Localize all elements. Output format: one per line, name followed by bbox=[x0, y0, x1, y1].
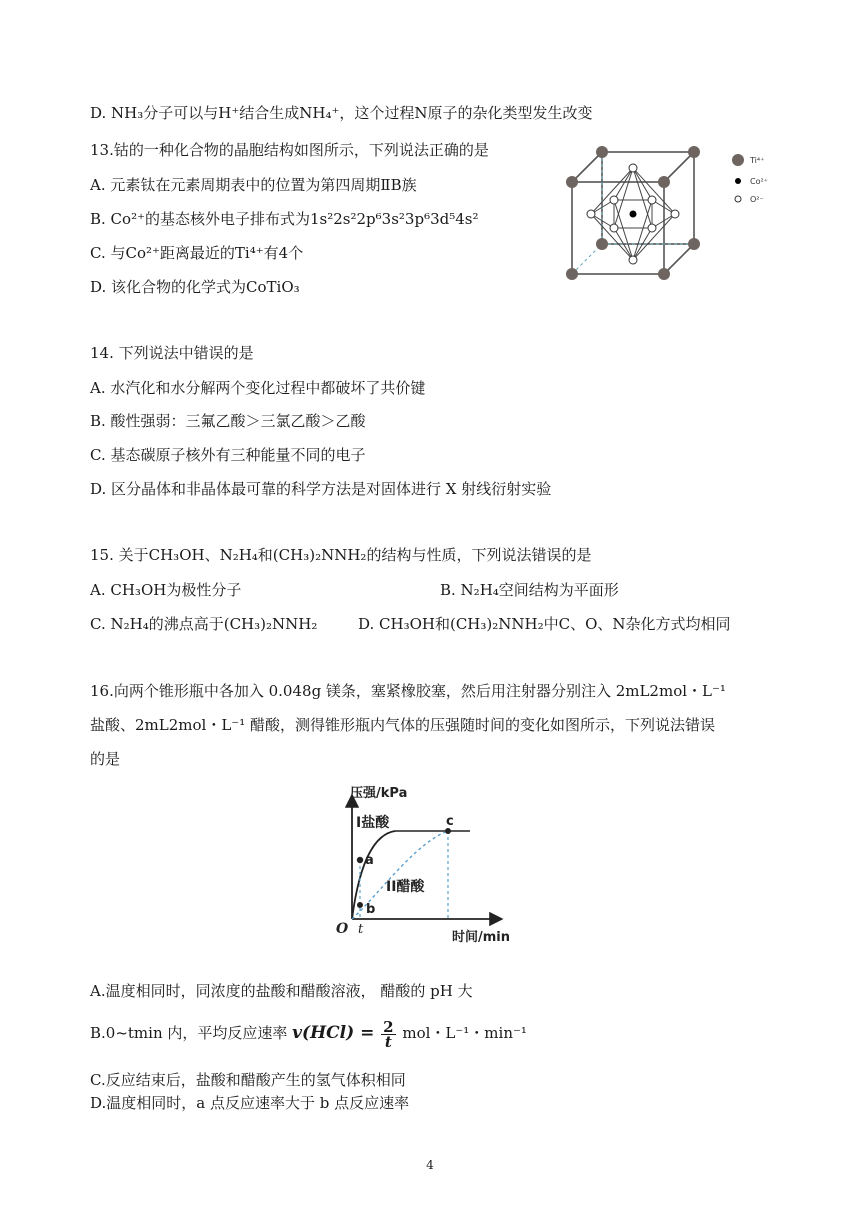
q14-stem: 14. 下列说法中错误的是 bbox=[90, 344, 254, 362]
q16-option-a: A.温度相同时，同浓度的盐酸和醋酸溶液， 醋酸的 pH 大 bbox=[90, 982, 473, 1000]
ti-atom bbox=[658, 268, 670, 280]
q12-option-d: D. NH₃分子可以与H⁺结合生成NH₄⁺，这个过程N原子的杂化类型发生改变 bbox=[90, 104, 593, 122]
q16-option-b-suffix: mol・L⁻¹・min⁻¹ bbox=[402, 1024, 527, 1042]
q16-option-c: C.反应结束后，盐酸和醋酸产生的氢气体积相同 bbox=[90, 1071, 406, 1089]
o-atom bbox=[648, 224, 656, 232]
q16-stem-line3: 的是 bbox=[90, 750, 121, 768]
o-atom bbox=[587, 210, 595, 218]
o-atom bbox=[629, 256, 637, 264]
page-number: 4 bbox=[426, 1158, 434, 1172]
ti-atom bbox=[688, 238, 700, 250]
o-atom bbox=[610, 196, 618, 204]
o-atom bbox=[671, 210, 679, 218]
point-a-label: a bbox=[365, 853, 374, 868]
curve-acetic-label: II醋酸 bbox=[386, 879, 425, 895]
ti-atom bbox=[688, 146, 700, 158]
o-atom bbox=[629, 164, 637, 172]
q16-option-b-fraction bbox=[381, 1017, 395, 1051]
ti-atom bbox=[596, 238, 608, 250]
legend-ti-label: Ti⁴⁺ bbox=[750, 156, 765, 165]
fraction-denominator: t bbox=[384, 1032, 392, 1051]
x-axis-label: 时间/min bbox=[452, 930, 511, 945]
ti-atom bbox=[658, 176, 670, 188]
q16-option-b bbox=[90, 1016, 527, 1050]
q15-option-b: B. N₂H₄空间结构为平面形 bbox=[440, 581, 619, 599]
o-atom bbox=[648, 196, 656, 204]
y-axis-label: 压强/kPa bbox=[350, 786, 408, 801]
legend-o-label: O²⁻ bbox=[750, 195, 764, 204]
q15-stem: 15. 关于CH₃OH、N₂H₄和(CH₃)₂NNH₂的结构与性质，下列说法错误的是 bbox=[90, 546, 592, 564]
q13-option-a: A. 元素钛在元素周期表中的位置为第四周期ⅡB族 bbox=[90, 176, 417, 194]
t-label: t bbox=[358, 922, 364, 937]
curve-hcl-label: I盐酸 bbox=[356, 815, 390, 831]
q15-option-a: A. CH₃OH为极性分子 bbox=[90, 581, 242, 599]
o-atom bbox=[610, 224, 618, 232]
q14-option-c: C. 基态碳原子核外有三种能量不同的电子 bbox=[90, 446, 366, 464]
ti-atom bbox=[566, 176, 578, 188]
q13-option-c: C. 与Co²⁺距离最近的Ti⁴⁺有4个 bbox=[90, 244, 304, 262]
fraction-numerator: 2 bbox=[383, 1017, 394, 1036]
q13-stem: 13.钴的一种化合物的晶胞结构如图所示，下列说法正确的是 bbox=[90, 141, 489, 159]
q16-stem-line1: 16.向两个锥形瓶中各加入 0.048g 镁条，塞紧橡胶塞，然后用注射器分别注入 2mL2mol・L⁻¹ bbox=[90, 682, 726, 700]
q16-option-b-prefix: B.0~tmin 内，平均反应速率 bbox=[90, 1024, 288, 1042]
q14-option-b: B. 酸性强弱：三氟乙酸＞三氯乙酸＞乙酸 bbox=[90, 412, 366, 430]
legend-co-marker bbox=[735, 178, 741, 184]
q13-option-d: D. 该化合物的化学式为CoTiO₃ bbox=[90, 278, 300, 296]
q16-stem-line2: 盐酸、2mL2mol・L⁻¹ 醋酸，测得锥形瓶内气体的压强随时间的变化如图所示，下列说法错误 bbox=[90, 716, 715, 734]
legend-co-label: Co²⁺ bbox=[750, 177, 768, 186]
crystal-cell-diagram bbox=[560, 140, 800, 290]
co-atom bbox=[630, 211, 637, 218]
pressure-time-graph bbox=[330, 783, 530, 948]
q15-option-d: D. CH₃OH和(CH₃)₂NNH₂中C、O、N杂化方式均相同 bbox=[358, 615, 731, 633]
q16-option-d: D.温度相同时，a 点反应速率大于 b 点反应速率 bbox=[90, 1094, 410, 1112]
point-b bbox=[357, 902, 363, 908]
q14-option-a: A. 水汽化和水分解两个变化过程中都破坏了共价键 bbox=[90, 379, 426, 397]
point-b-label: b bbox=[366, 902, 376, 917]
q15-option-c: C. N₂H₄的沸点高于(CH₃)₂NNH₂ bbox=[90, 615, 318, 633]
legend-ti-marker bbox=[732, 154, 744, 166]
origin-label: O bbox=[336, 921, 349, 937]
legend-o-marker bbox=[735, 196, 741, 202]
q16-option-b-v: v(HCl) = bbox=[292, 1023, 375, 1043]
ti-atom bbox=[596, 146, 608, 158]
q13-option-b: B. Co²⁺的基态核外电子排布式为1s²2s²2p⁶3s²3p⁶3d⁵4s² bbox=[90, 210, 479, 228]
point-c-label: c bbox=[446, 814, 454, 829]
q14-option-d: D. 区分晶体和非晶体最可靠的科学方法是对固体进行 X 射线衍射实验 bbox=[90, 480, 552, 498]
ti-atom bbox=[566, 268, 578, 280]
point-a bbox=[357, 857, 363, 863]
